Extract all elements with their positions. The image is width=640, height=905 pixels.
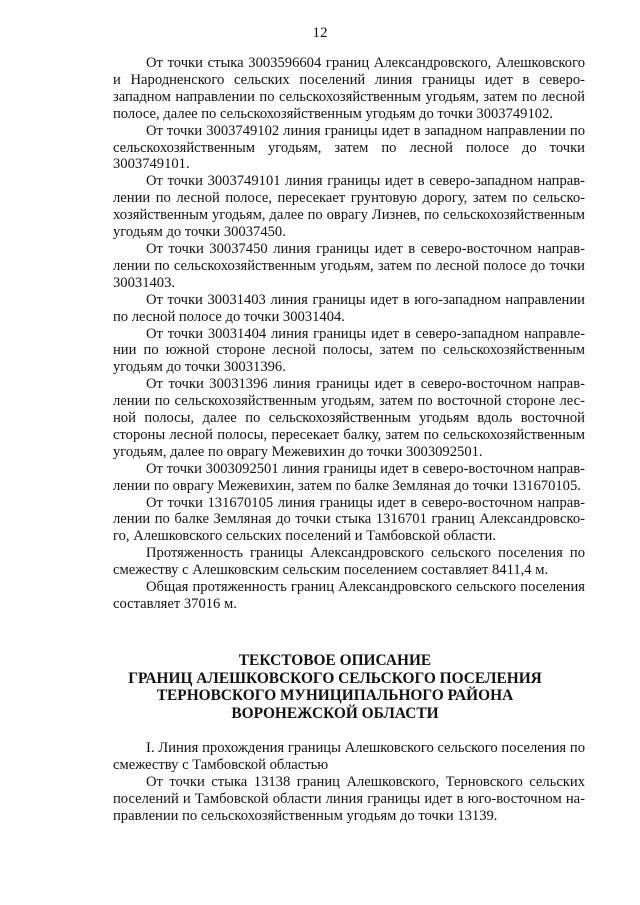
paragraph: От точки 131670105 линия границы идет в северо-восточном направлении по балке Земляная до точки стыка 1316701 границ Александровского, Алешковского сельских поселений и Тамбовской области. — [113, 494, 585, 545]
paragraph: От точки 3003092501 линия границы идет в северо-восточном направлении по оврагу Межевихин, затем по балке Земляная до точки 131670105. — [113, 460, 585, 494]
section-one — [113, 740, 585, 825]
page-number: 12 — [312, 25, 328, 41]
paragraph: От точки 30031396 линия границы идет в северо-восточном направлении по сельскохозяйственным угодьям, затем по восточной стороне лесной полосы, далее по сельскохозяйственным угодьям вдоль восточной стороны лесной полосы, пересекает балку, затем по сельскохозяйственным угодьям, далее по оврагу Межевихин до точки 3003092501. — [113, 376, 585, 460]
paragraph: От точки 30031403 линия границы идет в юго-западном направлении по лесной полосе до точки 30031404. — [113, 291, 585, 325]
heading-line: ТЕКСТОВОЕ ОПИСАНИЕ — [238, 652, 432, 669]
heading-line: ВОРОНЕЖСКОЙ ОБЛАСТИ — [231, 704, 439, 722]
paragraph: От точки 30031404 линия границы идет в северо-западном направлении по южной стороне лесной полосы, затем по сельскохозяйственным угодьям до точки 30031396. — [113, 325, 585, 376]
paragraph: От точки 30037450 линия границы идет в северо-восточном направлении по сельскохозяйственным угодьям, затем по лесной полосе до точки 30031403. — [113, 240, 585, 291]
heading-line: ГРАНИЦ АЛЕШКОВСКОГО СЕЛЬСКОГО ПОСЕЛЕНИЯ — [128, 669, 542, 687]
paragraph: От точки 3003749101 линия границы идет в северо-западном направлении по лесной полосе, пересекает грунтовую дорогу, затем по сельскохозяйственным угодьям, далее по оврагу Лизнев, по сельскохозяйственным угодьям до точки 30037450. — [113, 173, 585, 241]
paragraph: Общая протяженность границ Александровского сельского поселения составляет 37016 м. — [113, 579, 585, 612]
section-title: I. Линия прохождения границы Алешковского сельского поселения по смежеству с Тамбовской областью — [113, 740, 585, 773]
paragraph: От точки стыка 13138 границ Алешковского, Терновского сельских поселений и Тамбовской области линия границы идет в юго-восточном направлении по сельскохозяйственным угодьям до точки 13139. — [113, 773, 585, 824]
paragraph: Протяженность границы Александровского сельского поселения по смежеству с Алешковским сельским поселением составляет 8411,4 м. — [113, 545, 585, 579]
paragraph: От точки 3003749102 линия границы идет в западном направлении по сельскохозяйственным угодьям, затем по лесной полосе до точки 3003749101. — [113, 122, 585, 173]
boundary-description-body — [113, 55, 585, 613]
paragraph: От точки стыка 3003596604 границ Александровского, Алешковского и Народненского сельских поселений линия границы идет в северозападном направлении по сельскохозяйственным угодьям, затем по лесной полосе, далее по сельскохозяйственным угодьям до точки 3003749102. — [113, 55, 585, 122]
section-heading — [100, 652, 570, 722]
heading-line: ТЕРНОВСКОГО МУНИЦИПАЛЬНОГО РАЙОНА — [156, 687, 514, 704]
